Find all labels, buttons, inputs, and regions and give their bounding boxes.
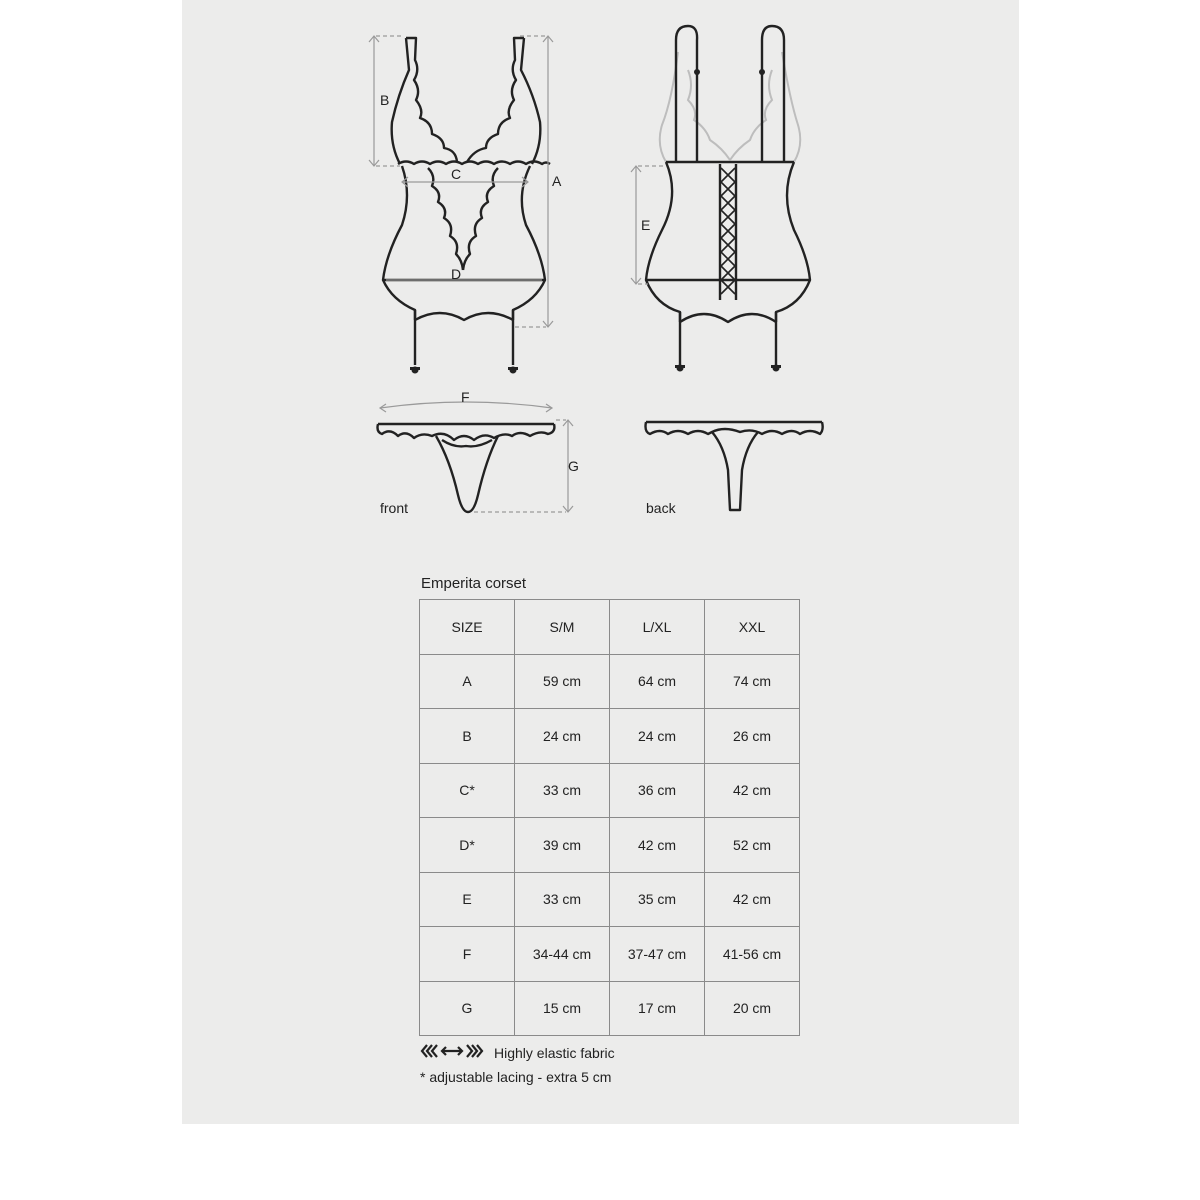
header-cell: L/XL bbox=[610, 600, 705, 655]
elastic-note bbox=[420, 1043, 615, 1062]
back-corset-drawing bbox=[646, 26, 810, 365]
table-cell: 64 cm bbox=[610, 654, 705, 709]
table-cell: 24 cm bbox=[610, 709, 705, 764]
back-caption: back bbox=[646, 500, 676, 516]
label-b: B bbox=[380, 92, 390, 108]
front-garter-clips bbox=[410, 367, 518, 374]
table-cell: A bbox=[420, 654, 515, 709]
table-row bbox=[420, 763, 800, 818]
lacing-note bbox=[420, 1069, 611, 1085]
back-thong-drawing bbox=[646, 422, 823, 510]
elastic-stretch-icon bbox=[420, 1043, 484, 1062]
size-table bbox=[419, 599, 800, 1036]
table-cell: 17 cm bbox=[610, 981, 705, 1036]
table-cell: 33 cm bbox=[515, 872, 610, 927]
label-d: D bbox=[451, 266, 462, 282]
label-g: G bbox=[568, 458, 579, 474]
table-cell: 42 cm bbox=[610, 818, 705, 873]
elastic-note-text: Highly elastic fabric bbox=[494, 1044, 615, 1061]
table-cell: 20 cm bbox=[705, 981, 800, 1036]
table-cell: 26 cm bbox=[705, 709, 800, 764]
table-cell: 37-47 cm bbox=[610, 927, 705, 982]
lacing-note-text: * adjustable lacing - extra 5 cm bbox=[420, 1069, 612, 1085]
table-cell: 35 cm bbox=[610, 872, 705, 927]
table-row bbox=[420, 818, 800, 873]
table-cell: 59 cm bbox=[515, 654, 610, 709]
table-cell: 41-56 cm bbox=[705, 927, 800, 982]
table-cell: 39 cm bbox=[515, 818, 610, 873]
table-cell: B bbox=[420, 709, 515, 764]
table-cell: 15 cm bbox=[515, 981, 610, 1036]
header-cell: XXL bbox=[705, 600, 800, 655]
table-title: Emperita corset bbox=[421, 575, 527, 592]
header-cell: SIZE bbox=[420, 600, 515, 655]
table-row bbox=[420, 709, 800, 764]
table-cell: 42 cm bbox=[705, 763, 800, 818]
table-cell: 42 cm bbox=[705, 872, 800, 927]
dimension-lines-thong bbox=[380, 402, 573, 512]
label-f: F bbox=[461, 389, 470, 405]
front-caption: front bbox=[380, 500, 409, 516]
table-cell: D* bbox=[420, 818, 515, 873]
table-header-row bbox=[420, 600, 800, 655]
label-e: E bbox=[641, 217, 651, 233]
table-cell: C* bbox=[420, 763, 515, 818]
table-cell: 33 cm bbox=[515, 763, 610, 818]
table-cell: 34-44 cm bbox=[515, 927, 610, 982]
front-thong-drawing bbox=[378, 424, 555, 512]
table-cell: E bbox=[420, 872, 515, 927]
table-cell: 24 cm bbox=[515, 709, 610, 764]
table-row bbox=[420, 654, 800, 709]
front-corset-drawing bbox=[383, 38, 550, 365]
table-cell: 36 cm bbox=[610, 763, 705, 818]
label-c: C bbox=[451, 166, 462, 182]
garment-diagram bbox=[0, 0, 1200, 560]
table-row bbox=[420, 927, 800, 982]
table-cell: F bbox=[420, 927, 515, 982]
table-cell: 52 cm bbox=[705, 818, 800, 873]
table-row bbox=[420, 872, 800, 927]
header-cell: S/M bbox=[515, 600, 610, 655]
table-cell: G bbox=[420, 981, 515, 1036]
table-cell: 74 cm bbox=[705, 654, 800, 709]
table-row bbox=[420, 981, 800, 1036]
label-a: A bbox=[552, 173, 562, 189]
